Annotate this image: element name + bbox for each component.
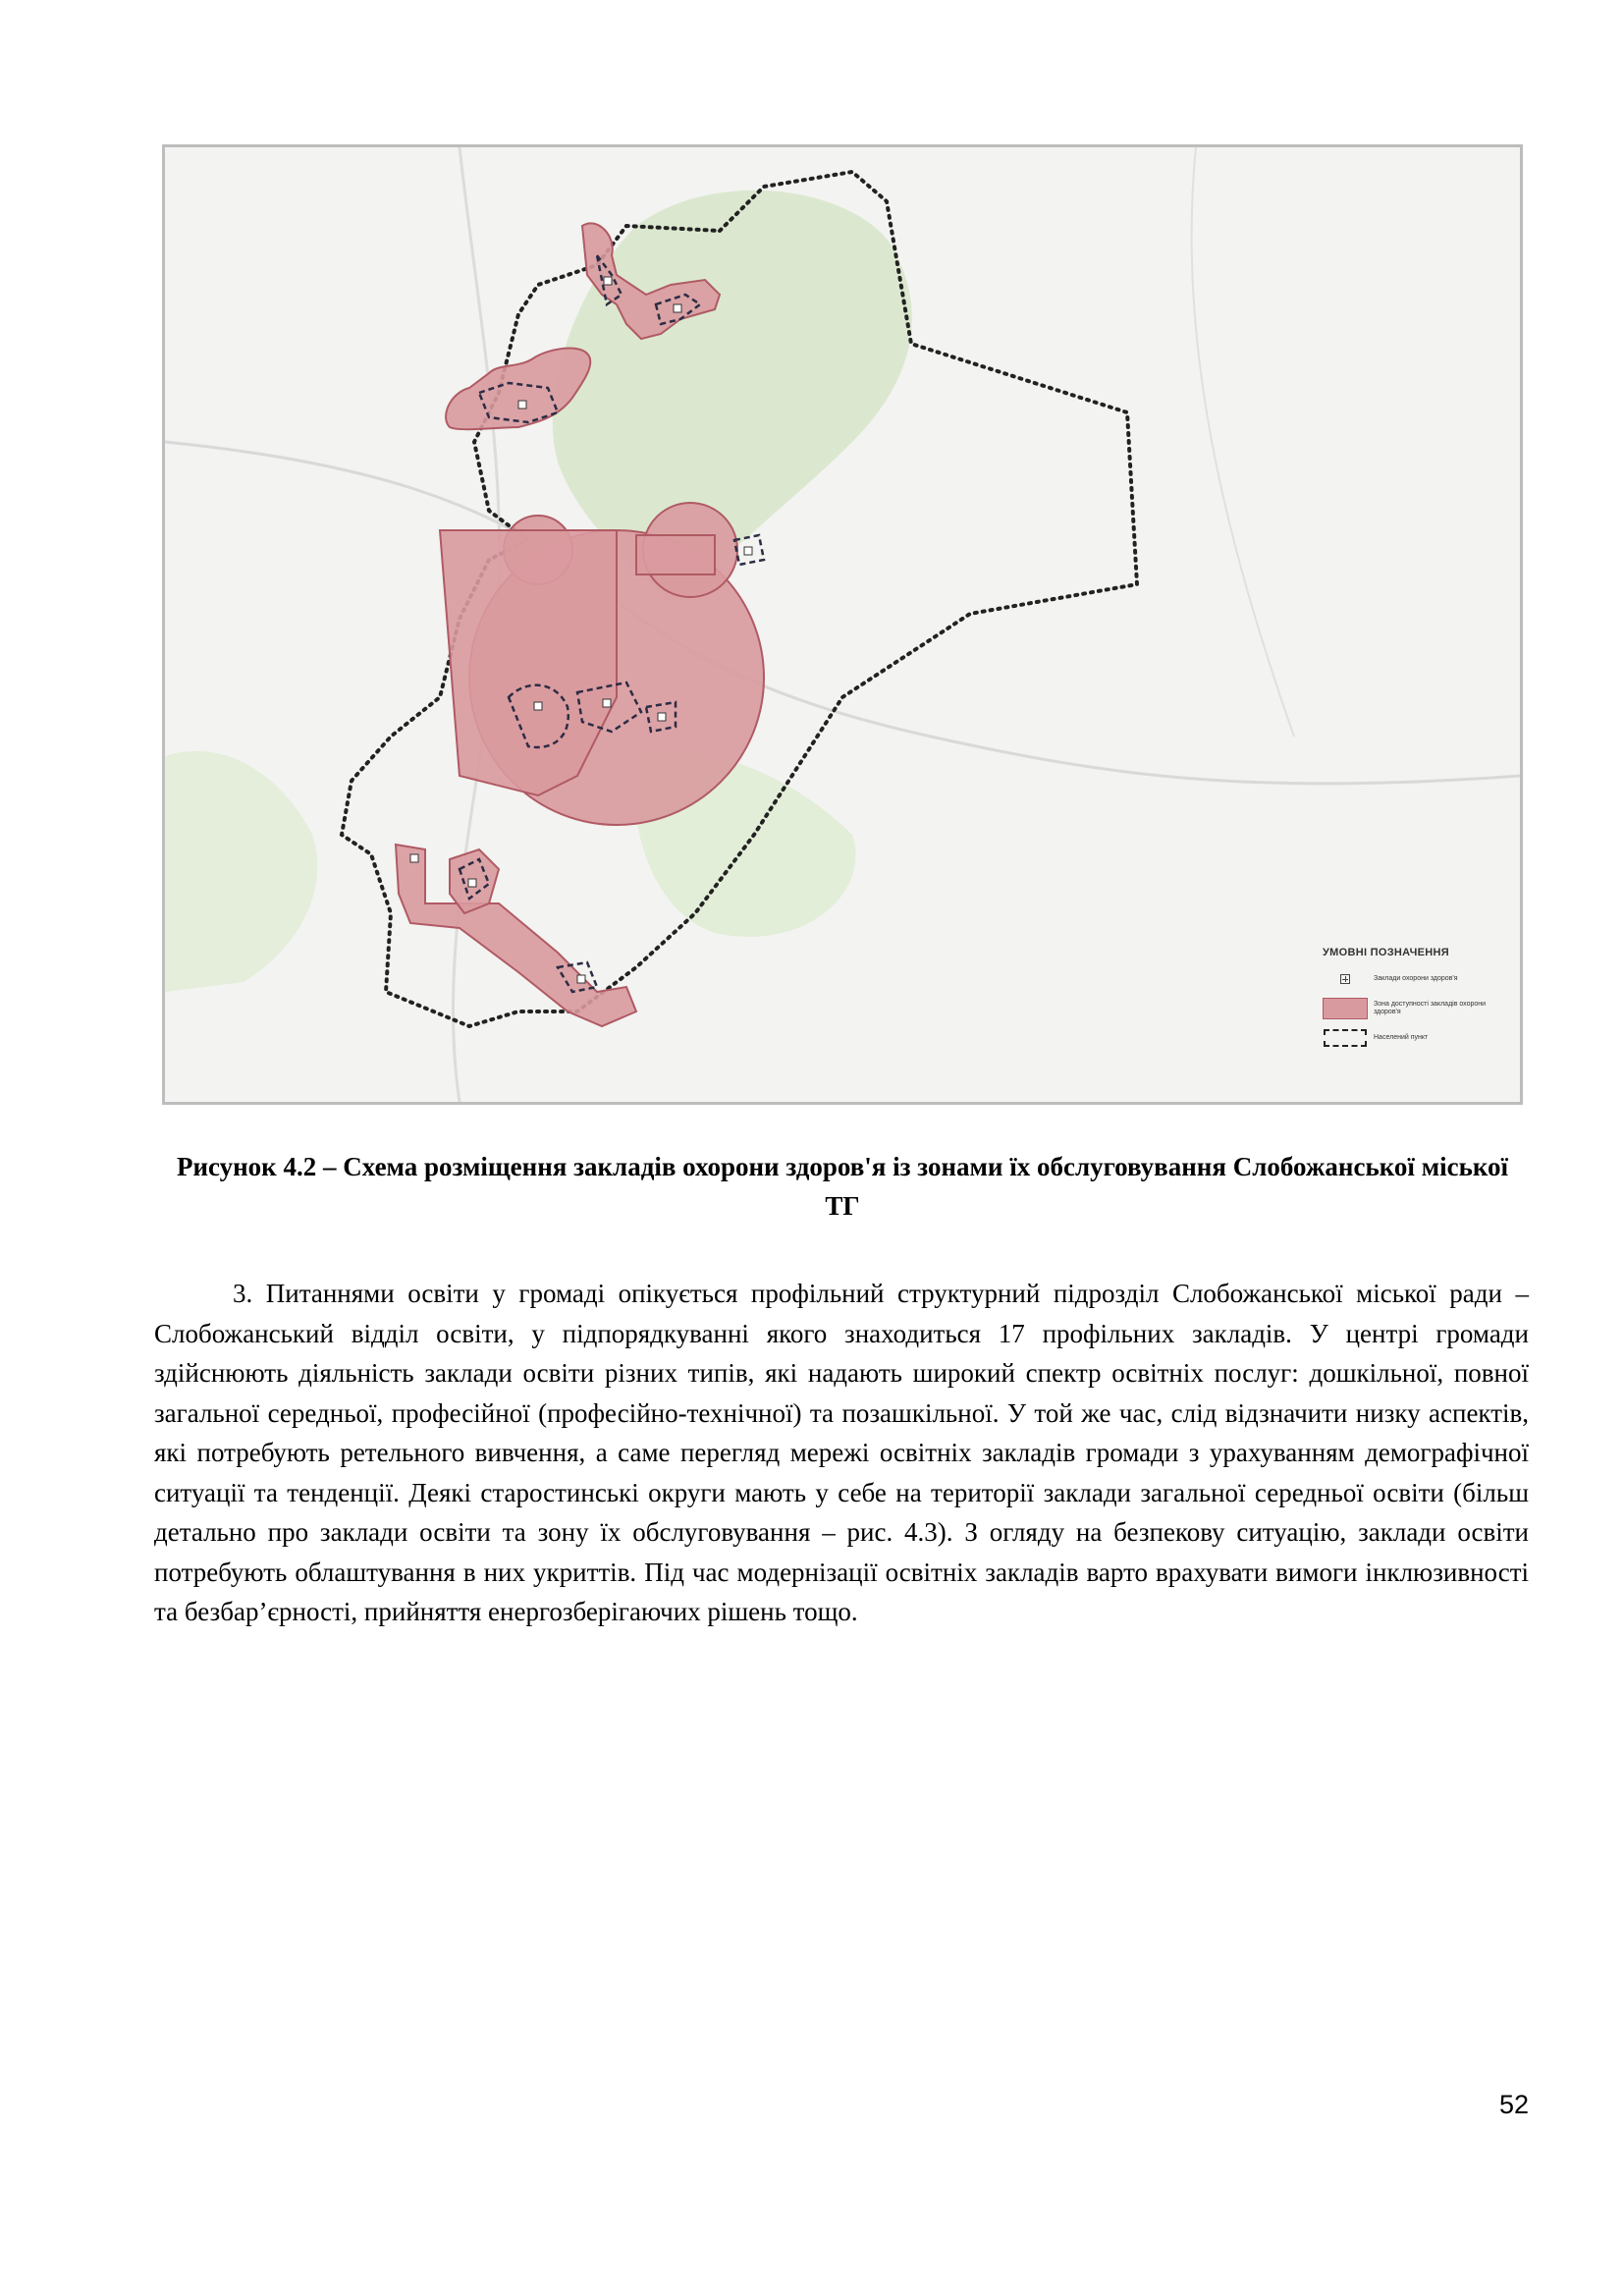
facility-icon — [577, 975, 585, 983]
facility-icon — [534, 702, 542, 710]
facility-icon — [658, 713, 666, 721]
figure-caption: Рисунок 4.2 – Схема розміщення закладів охорони здоров'я із зонами їх обслуговування Слобожанської міської ТГ — [176, 1152, 1509, 1221]
legend-label: Зона доступності закладів охорони здоров'я — [1374, 1001, 1487, 1015]
settlement-boundary-swatch — [1324, 1029, 1367, 1047]
facility-icon — [744, 547, 752, 555]
facility-icon — [604, 277, 612, 285]
service-zone-east — [636, 535, 715, 574]
legend-item-facility — [1323, 968, 1521, 990]
legend-item-settlement — [1323, 1027, 1521, 1049]
facility-icon — [674, 304, 681, 312]
facility-icon — [410, 854, 418, 862]
facility-icon — [603, 699, 611, 707]
zone-fill-swatch — [1323, 998, 1368, 1019]
legend-label: Заклади охорони здоров'я — [1374, 975, 1458, 982]
facility-icon — [1340, 974, 1350, 984]
legend-title: УМОВНІ ПОЗНАЧЕННЯ — [1323, 947, 1449, 958]
facility-icon — [518, 401, 526, 409]
map-legend — [1315, 947, 1521, 1104]
page-number: 52 — [1498, 2090, 1529, 2119]
legend-item-zone — [1323, 998, 1521, 1019]
map-figure — [162, 144, 1523, 1105]
facility-icon — [468, 879, 476, 887]
body-paragraph: 3. Питаннями освіти у громаді опікується профільний структурний підрозділ Слобожанської міської ради – Слобожанський відділ освіти, у підпорядкуванні якого знаходиться 17 профільних закладів. У центрі громади здійснюють діяльність заклади освіти різних типів, які надають широкий спектр освітніх послуг: дошкільної, повної загальної середньої, професійної (професійно-технічної) та позашкільної. У той же час, слід відзначити низку аспектів, які потребують ретельного вивчення, а саме перегляд мережі освітніх закладів громади з урахуванням демографічної ситуації та тенденції. Деякі старостинські округи мають у себе на території заклади загальної середньої освіти (більш детально про заклади освіти та зону їх обслуговування – рис. 4.3). З огляду на безпекову ситуацію, заклади освіти потребують облаштування в них укриттів. Під час модернізації освітніх закладів варто врахувати вимоги інклюзивності та безбар’єрності, прийняття енергозберігаючих рішень тощо. — [154, 1279, 1529, 1626]
legend-label: Населений пункт — [1374, 1034, 1429, 1041]
